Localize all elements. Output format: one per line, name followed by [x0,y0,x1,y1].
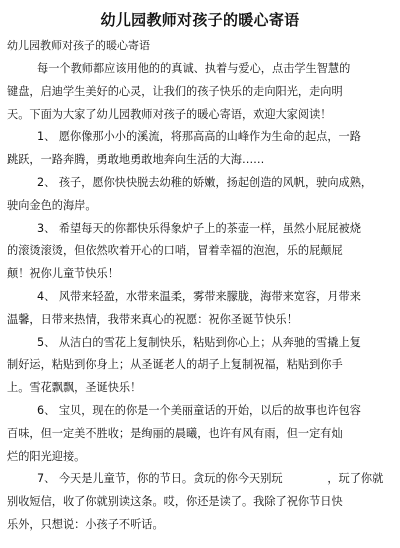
text-line: 5、 从洁白的雪花上复制快乐，粘贴到你心上；从奔驰的雪撬上复 [37,335,361,349]
text-line: 1、 愿你像那小小的溪流，将那高高的山峰作为生命的起点，一路 [37,130,361,144]
text-line: 上。雪花飘飘，圣诞快乐！ [7,381,142,395]
text-line: 键盘，启迪学生美好的心灵，让我们的孩子快乐的走向阳光，走向明 [7,84,343,98]
document-body [7,58,393,537]
text-line: 的滚烫滚烫，但依然吹着开心的口哨，冒着幸福的泡泡，乐的屁颠屁 [7,244,343,258]
text-line: 颠！祝你儿童节快乐！ [7,267,119,281]
text-line: 制好运，粘贴到你身上；从圣诞老人的胡子上复制祝福，粘贴到你手 [7,358,343,372]
text-line: 烂的阳光迎接。 [7,449,86,463]
text-line: 4、 风带来轻盈，水带来温柔，雾带来朦胧，海带来宽容，月带来 [37,289,361,303]
text-line: 百味，但一定美不胜收；是绚丽的晨曦，也许有风有雨，但一定有灿 [7,426,343,440]
document-title: 幼儿园教师对孩子的暖心寄语 [100,11,300,29]
text-line: 每一个教师都应该用他的的真诚、执着与爱心，点击学生智慧的 [37,62,351,75]
document-subtitle: 幼儿园教师对孩子的暖心寄语 [7,39,150,52]
text-line: 跳跃，一路奔腾，勇敢地勇敢地奔向生活的大海…… [7,153,265,167]
text-line: 驶向金色的海岸。 [7,198,97,212]
text-line: 2、 孩子，愿你快快脱去幼稚的娇嫩，扬起创造的风帆，驶向成熟， [37,175,373,189]
text-line: 7、 今天是儿童节，你的节日。贪玩的你今天别玩 ，玩了你就 [37,472,384,486]
text-line: 温馨，日带来热情，我带来真心的祝愿：祝你圣诞节快乐！ [7,312,298,326]
text-line: 3、 希望每天的你都快乐得象炉子上的茶壶一样，虽然小屁屁被烧 [37,221,361,235]
text-line: 别收短信，收了你就别读这条。哎，你还是读了。我除了祝你节日快 [7,495,343,509]
text-line: 6、 宝贝，现在的你是一个美丽童话的开始，以后的故事也许包容 [37,403,361,417]
text-line: 乐外，只想说：小孩子不听话。 [7,517,164,531]
text-line: 天。下面为大家了幼儿园教师对孩子的暖心寄语，欢迎大家阅读！ [7,107,332,121]
